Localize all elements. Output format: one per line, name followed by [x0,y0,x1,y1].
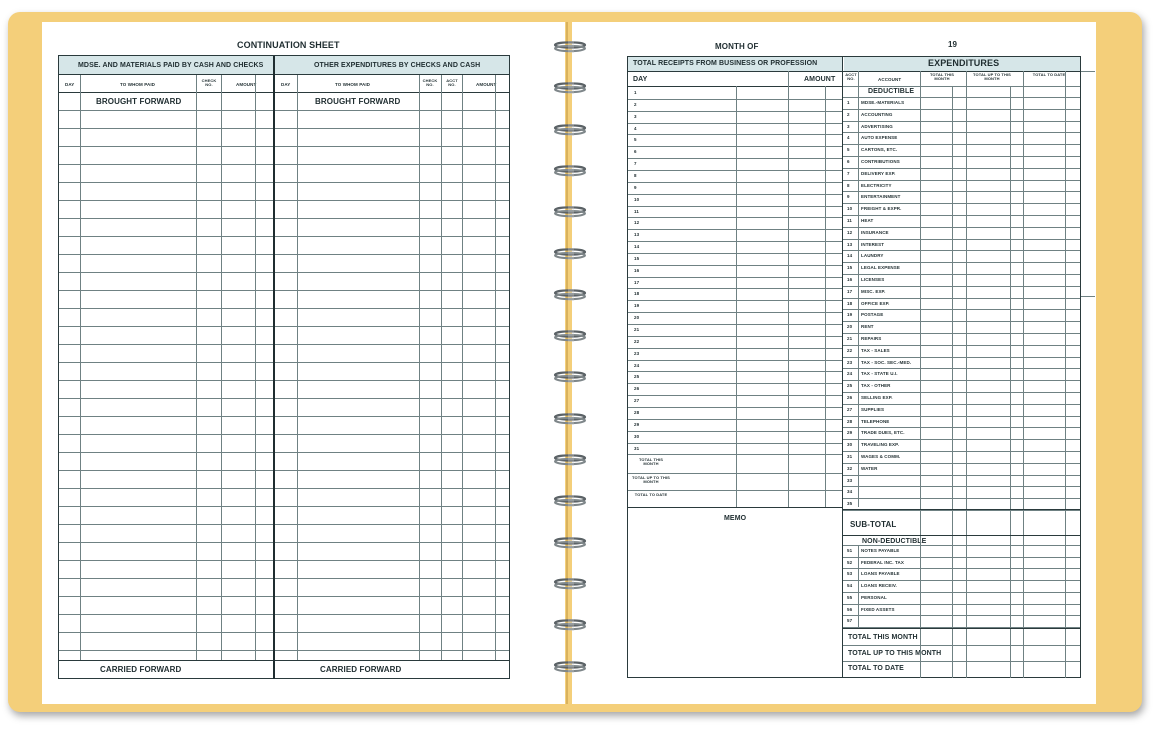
receipt-day-number: 29 [634,421,640,427]
exp-row-rule [843,368,1080,369]
receipts-header-rule [628,86,842,87]
exp-row-rule [843,486,1080,487]
col-amount-header: AMOUNT [476,82,497,87]
final-totals-rule [843,661,1080,662]
expenditure-form-left [58,55,510,679]
receipt-day-number: 11 [634,208,639,214]
col-to-whom-header: TO WHOM PAID [335,82,371,87]
account-name: CONTRIBUTIONS [861,159,900,164]
spiral-ring [553,454,587,466]
account-name: INSURANCE [861,229,889,235]
account-number: 23 [847,359,853,365]
receipt-row-rule [628,454,842,455]
exp-row-rule [843,215,1080,216]
exp-row-rule [843,191,1080,192]
section-mdse-title: MDSE. AND MATERIALS PAID BY CASH AND CHECKS [78,62,264,69]
exp-row-rule [843,357,1080,358]
account-number: 25 [847,383,853,389]
receipt-row-rule [628,419,842,420]
receipt-day-number: 16 [634,267,640,273]
carried-forward-label: CARRIED FORWARD [320,665,402,674]
account-name: ELECTRICITY [861,182,892,188]
receipt-day-number: 26 [634,386,640,392]
receipt-row-rule [628,265,842,266]
receipts-total-up-to: TOTAL UP TO THIS MONTH [632,475,670,484]
receipt-row-rule [628,111,842,112]
year-prefix: 19 [948,40,958,49]
receipt-day-number: 30 [634,433,640,439]
month-of-label: MONTH OF [715,42,759,51]
page-section-divider [842,56,843,678]
receipt-row-rule [628,217,842,218]
section-other-title: OTHER EXPENDITURES BY CHECKS AND CASH [314,62,481,69]
final-totals-rule [843,645,1080,646]
account-name: INTEREST [861,241,885,247]
exp-row-rule [843,309,1080,310]
margin-tick [1081,296,1095,297]
receipts-title: TOTAL RECEIPTS FROM BUSINESS OR PROFESSION [633,60,818,67]
continuation-sheet-title: CONTINUATION SHEET [237,40,340,50]
account-number: 20 [847,324,853,330]
receipt-row-rule [628,431,842,432]
receipt-row-rule [628,134,842,135]
spiral-ring [553,537,587,549]
account-number: 32 [847,465,853,471]
account-number: 2 [847,111,850,117]
account-number: 10 [847,206,853,212]
account-number: 15 [847,265,853,271]
account-name: TAX - OTHER [861,383,891,389]
account-name: MDSE.-MATERIALS [861,100,905,105]
col-to-whom-header: TO WHOM PAID [120,82,156,87]
exp-row-rule [843,262,1080,263]
col-check-no-header: CHECK NO. [422,78,438,87]
col-acct-no-header: ACCT NO. [446,78,458,87]
spiral-ring [553,289,587,301]
account-name: WAGES & COMM. [861,454,901,459]
account-number: 28 [847,418,853,424]
exp-row-rule [843,132,1080,133]
exp-row-rule [843,404,1080,405]
account-name: RENT [861,324,874,330]
exp-col-total-month: TOTAL THIS MONTH [929,72,955,81]
receipt-row-rule [628,123,842,124]
non-deductible-row-rule [843,580,1080,581]
exp-row-rule [843,109,1080,110]
account-name: POSTAGE [861,312,884,318]
spiral-ring [553,619,587,631]
exp-row-rule [843,168,1080,169]
expenditures-title: EXPENDITURES [928,58,1000,68]
account-name: SUPPLIES [861,406,885,412]
exp-row-rule [843,392,1080,393]
account-name: OFFICE EXP. [861,300,890,306]
section-divider [273,56,275,679]
final-total-up-to: TOTAL UP TO THIS MONTH [848,650,942,657]
account-name: NOTES PAYABLE [861,548,900,553]
exp-row-rule [843,227,1080,228]
receipt-row-rule [628,241,842,242]
account-number: 22 [847,347,853,353]
col-check-no-header: CHECK NO. [201,78,217,87]
non-deductible-row-rule [843,568,1080,569]
final-total-this-month: TOTAL THIS MONTH [848,634,918,641]
exp-column-rule [966,71,967,678]
account-number: 8 [847,182,850,188]
exp-row-rule [843,274,1080,275]
ledger-column-rule [419,75,420,660]
account-number: 3 [847,123,850,129]
spiral-ring [553,206,587,218]
receipt-day-number: 23 [634,350,640,356]
account-name: FEDERAL INC. TAX [861,559,904,565]
receipt-day-number: 3 [634,113,637,119]
receipt-day-number: 21 [634,327,640,332]
account-name: LICENSES [861,277,885,282]
receipt-day-number: 25 [634,374,640,380]
ledger-column-rule [297,75,298,660]
account-number: 33 [847,477,853,483]
receipts-column-rule [825,86,826,507]
receipt-day-number: 7 [634,161,637,167]
account-number: 57 [847,618,853,624]
exp-column-rule [1065,71,1066,678]
account-number: 52 [847,559,853,565]
ledger-column-rule [196,75,197,660]
header-rule [628,71,1080,72]
exp-row-rule [843,203,1080,204]
receipt-total-rule [628,490,842,491]
exp-row-rule [843,286,1080,287]
receipt-day-number: 24 [634,362,640,368]
receipt-day-number: 14 [634,244,640,250]
receipt-row-rule [628,182,842,183]
spiral-ring [553,41,587,53]
account-name: DELIVERY EXP. [861,170,896,176]
exp-col-total-date: TOTAL TO DATE [1032,72,1066,77]
exp-row-rule [843,416,1080,417]
account-number: 4 [847,135,850,141]
exp-row-rule [843,475,1080,476]
receipt-day-number: 4 [634,125,637,131]
account-number: 34 [847,489,853,495]
account-number: 18 [847,300,853,306]
exp-row-rule [843,439,1080,440]
account-number: 54 [847,583,853,589]
memo-label: MEMO [724,515,747,522]
final-total-to-date: TOTAL TO DATE [848,665,904,672]
account-number: 26 [847,395,853,400]
brought-forward-label: BROUGHT FORWARD [315,97,401,106]
sub-total-rule [843,535,1080,536]
receipt-day-number: 10 [634,196,640,202]
receipt-day-number: 31 [634,445,640,451]
receipts-total-this-month: TOTAL THIS MONTH [638,457,664,466]
receipt-day-number: 28 [634,409,640,415]
account-name: ADVERTISING [861,123,893,129]
exp-header-rule [843,86,1080,87]
header-rule [58,92,510,93]
account-name: TRADE DUES, ETC. [861,430,905,436]
receipt-day-number: 5 [634,137,637,143]
account-name: FREIGHT & EXPR. [861,206,902,212]
margin-tick [1081,71,1095,72]
account-name: ENTERTAINMENT [861,194,901,200]
exp-row-rule [843,239,1080,240]
spiral-ring [553,124,587,136]
spiral-ring [553,248,587,260]
spiral-ring [553,165,587,177]
sub-total-rule [843,509,1080,510]
spiral-ring [553,330,587,342]
non-deductible-row-rule [843,592,1080,593]
exp-row-rule [843,380,1080,381]
receipt-day-number: 17 [634,279,640,285]
exp-row-rule [843,510,1080,511]
receipt-row-rule [628,206,842,207]
account-number: 29 [847,430,853,436]
account-number: 35 [847,501,853,507]
account-number: 11 [847,218,852,223]
receipts-column-rule [788,71,789,86]
receipt-row-rule [628,194,842,195]
exp-col-account: ACCOUNT [878,77,902,82]
account-name: TELEPHONE [861,418,890,424]
account-number: 16 [847,277,853,282]
non-deductible-rule [843,545,1080,546]
sub-total-label: SUB-TOTAL [850,520,897,529]
receipt-row-rule [628,99,842,100]
ledger-column-rule [495,75,496,660]
non-deductible-row-rule [843,615,1080,616]
exp-row-rule [843,345,1080,346]
receipt-day-number: 2 [634,101,637,107]
receipt-day-number: 27 [634,398,640,404]
account-name: TRAVELING EXP. [861,442,899,448]
col-amount-header: AMOUNT [236,82,257,87]
receipts-total-to-date: TOTAL TO DATE [634,492,668,497]
carried-forward-label: CARRIED FORWARD [100,665,182,674]
account-name: SELLING EXP. [861,395,893,400]
ledger-column-rule [80,75,81,660]
account-number: 13 [847,241,853,247]
spiral-ring [553,495,587,507]
account-number: 51 [847,548,853,553]
receipt-day-number: 19 [634,303,640,309]
account-number: 56 [847,606,853,612]
exp-column-rule [920,71,921,678]
receipt-row-rule [628,360,842,361]
account-name: AUTO EXPENSE [861,135,898,141]
receipt-row-rule [628,288,842,289]
exp-row-rule [843,180,1080,181]
receipt-row-rule [628,170,842,171]
account-number: 55 [847,594,853,600]
account-number: 27 [847,406,853,412]
receipt-row-rule [628,158,842,159]
exp-row-rule [843,321,1080,322]
account-name: PERSONAL [861,594,887,600]
receipt-day-number: 8 [634,172,637,178]
receipt-day-number: 1 [634,90,637,95]
account-name: ACCOUNTING [861,111,893,117]
account-number: 19 [847,312,853,318]
receipt-row-rule [628,300,842,301]
receipt-row-rule [628,371,842,372]
exp-row-rule [843,121,1080,122]
account-number: 6 [847,159,850,164]
exp-row-rule [843,427,1080,428]
final-totals-rule [843,628,1080,629]
receipt-total-rule [628,473,842,474]
account-name: CARTONS, ETC. [861,147,898,153]
receipt-row-rule [628,336,842,337]
receipts-col-amount: AMOUNT [804,76,836,83]
receipt-day-number: 18 [634,291,640,297]
account-name: MISC. EXP. [861,288,886,294]
carried-forward-rule [58,660,510,661]
account-name: LEGAL EXPENSE [861,265,900,271]
exp-row-rule [843,144,1080,145]
account-name: TAX - SALES [861,347,890,353]
account-number: 7 [847,170,850,176]
non-deductible-row-rule [843,604,1080,605]
col-day-header: DAY [65,82,75,87]
account-name: LAUNDRY [861,253,884,259]
receipt-day-number: 15 [634,255,640,261]
account-number: 9 [847,194,850,200]
ledger-column-rule [255,75,256,660]
account-number: 17 [847,288,853,294]
account-name: TAX - STATE U.I. [861,371,898,377]
account-number: 12 [847,229,853,235]
account-number: 1 [847,100,850,105]
receipt-row-rule [628,407,842,408]
ledger-column-rule [462,75,463,660]
account-number: 31 [847,454,853,459]
spiral-ring [553,371,587,383]
receipt-row-rule [628,395,842,396]
exp-acct-column-rule [858,71,859,507]
receipt-row-rule [628,253,842,254]
ledger-column-rule [221,75,222,660]
ledger-column-rule [441,75,442,660]
exp-row-rule [843,250,1080,251]
receipt-day-number: 13 [634,232,640,238]
monthly-summary-form [627,56,1081,678]
account-name: FIXED ASSETS [861,606,895,612]
receipt-row-rule [628,277,842,278]
account-number: 21 [847,336,853,341]
account-number: 53 [847,571,853,577]
account-number: 5 [847,147,850,153]
receipt-row-rule [628,348,842,349]
receipt-day-number: 6 [634,149,637,155]
account-name: HEAT [861,218,874,223]
receipts-column-rule [788,86,789,507]
exp-cents-rule [952,86,953,678]
exp-col-acct-no: ACCT NO. [845,72,857,81]
spiral-ring [553,413,587,425]
receipt-row-rule [628,383,842,384]
account-name: WATER [861,465,878,471]
col-day-header: DAY [281,82,291,87]
receipt-day-number: 20 [634,315,640,321]
receipt-row-rule [628,324,842,325]
account-name: LOANS PAYABLE [861,571,900,577]
exp-cents-rule [1010,86,1011,678]
exp-row-rule [843,498,1080,499]
exp-row-rule [843,156,1080,157]
non-deductible-row-rule [843,557,1080,558]
exp-column-rule [1023,71,1024,678]
receipt-row-rule [628,312,842,313]
exp-col-total-up: TOTAL UP TO THIS MONTH [973,72,1011,81]
receipt-day-number: 22 [634,338,640,344]
receipts-col-day: DAY [633,76,648,83]
account-number: 30 [847,442,853,448]
receipt-row-rule [628,229,842,230]
spiral-ring [553,661,587,673]
exp-row-rule [843,451,1080,452]
receipt-row-rule [628,443,842,444]
account-name: TAX - SOC. SEC.-MED. [861,359,912,365]
brought-forward-label: BROUGHT FORWARD [96,97,182,106]
exp-row-rule [843,298,1080,299]
account-number: 14 [847,253,853,259]
exp-row-rule [843,97,1080,98]
receipt-day-number: 12 [634,220,640,226]
receipt-day-number: 9 [634,184,637,190]
exp-row-rule [843,333,1080,334]
non-deductible-label: NON-DEDUCTIBLE [862,538,927,545]
memo-rule [628,507,842,508]
spiral-ring [553,578,587,590]
receipts-column-rule [736,86,737,507]
spiral-ring [553,82,587,94]
account-number: 24 [847,371,853,377]
receipt-row-rule [628,146,842,147]
deductible-label: DEDUCTIBLE [868,88,915,95]
exp-row-rule [843,463,1080,464]
account-name: LOANS RECEIV. [861,583,897,589]
account-name: REPAIRS [861,336,882,341]
